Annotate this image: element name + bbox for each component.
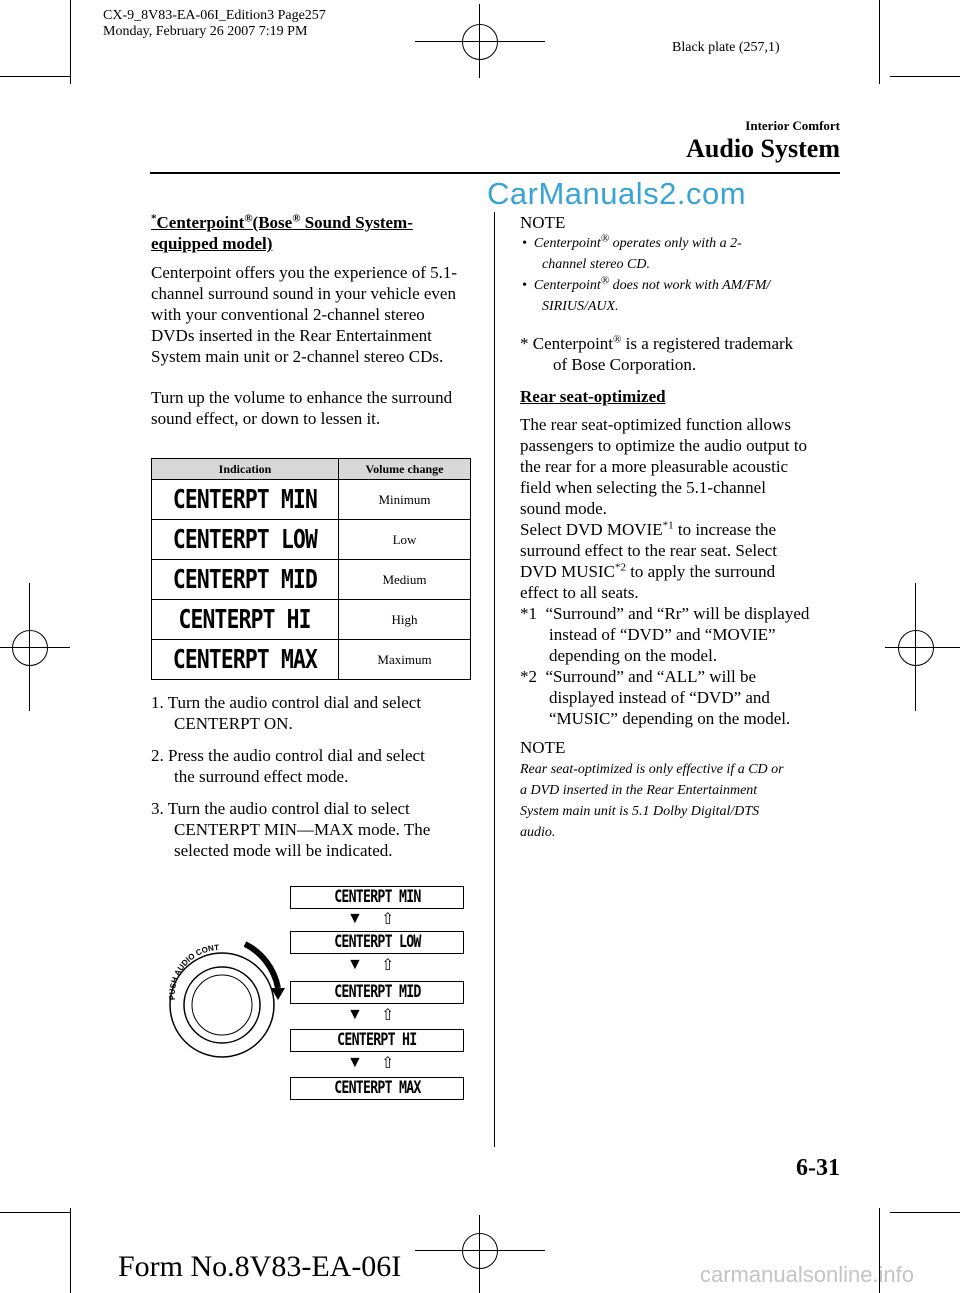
footnote-mark: *2 bbox=[520, 667, 537, 686]
registration-line bbox=[885, 647, 960, 648]
footer-watermark: carmanualsonline.info bbox=[700, 1262, 915, 1287]
note-text: Centerpoint bbox=[533, 278, 601, 293]
step-2 bbox=[151, 745, 481, 787]
trademark-note bbox=[520, 333, 850, 375]
trademark-text: is a registered trademark bbox=[621, 334, 794, 353]
trademark-text: * Centerpoint bbox=[520, 334, 614, 353]
step-number: 2. bbox=[151, 746, 164, 765]
paragraph-line: effect to all seats. bbox=[520, 583, 639, 602]
lcd-display: CENTERPT HI bbox=[178, 604, 312, 635]
page-number: 6-31 bbox=[796, 1155, 840, 1181]
crop-mark bbox=[890, 76, 960, 77]
print-timestamp: Monday, February 26 2007 7:19 PM bbox=[103, 24, 308, 39]
note-text: operates only with a 2- bbox=[609, 236, 742, 251]
table-row bbox=[152, 560, 471, 600]
registered-mark: ® bbox=[600, 274, 610, 287]
volume-cell: Low bbox=[339, 520, 471, 560]
heading-text: (Bose bbox=[252, 213, 293, 232]
knob-label: PUSH AUDIO CONT bbox=[167, 943, 220, 1001]
step-text: CENTERPT ON. bbox=[174, 714, 293, 733]
note-text: audio. bbox=[520, 825, 556, 840]
note-text: Rear seat-optimized is only effective if a CD or bbox=[520, 762, 784, 777]
mode-text: CENTERPT LOW bbox=[333, 932, 421, 952]
heading-text: Centerpoint bbox=[156, 213, 245, 232]
paragraph-line: The rear seat-optimized function allows bbox=[520, 415, 791, 434]
footnote-text: instead of “DVD” and “MOVIE” bbox=[549, 625, 776, 644]
step-1 bbox=[151, 692, 481, 734]
crop-mark bbox=[879, 0, 880, 84]
paragraph-text: Select DVD MOVIE bbox=[520, 520, 663, 539]
mode-display bbox=[290, 1029, 464, 1052]
arrow-down-icon: ▼ bbox=[347, 1054, 363, 1071]
paragraph-line: sound mode. bbox=[520, 499, 607, 518]
registration-line bbox=[415, 1250, 545, 1251]
note-body bbox=[520, 759, 850, 843]
mode-display bbox=[290, 886, 464, 909]
step-text: selected mode will be indicated. bbox=[174, 841, 393, 860]
crop-mark bbox=[0, 1212, 70, 1213]
heading-text: Sound System- bbox=[300, 213, 413, 232]
paragraph-line: the rear for a more pleasurable acoustic bbox=[520, 457, 789, 476]
arrow-down-icon: ▼ bbox=[347, 956, 363, 973]
note-text: channel stereo CD. bbox=[542, 257, 650, 272]
crop-mark bbox=[70, 1208, 71, 1293]
lcd-display: CENTERPT MID bbox=[172, 564, 318, 595]
crop-mark bbox=[70, 0, 71, 84]
registration-line bbox=[415, 41, 545, 42]
table-header-indication: Indication bbox=[152, 459, 339, 480]
footnote-mark: *1 bbox=[520, 604, 537, 623]
footnote-text: “MUSIC” depending on the model. bbox=[549, 709, 791, 728]
arrow-up-icon: ⇧ bbox=[381, 911, 395, 928]
volume-cell: Minimum bbox=[339, 480, 471, 520]
note-text: does not work with AM/FM/ bbox=[609, 278, 771, 293]
registration-mark-icon bbox=[898, 630, 934, 666]
paragraph-text: DVD MUSIC bbox=[520, 562, 615, 581]
footnote-text: “Surround” and “ALL” will be bbox=[545, 667, 757, 686]
paragraph-text: to increase the bbox=[673, 520, 777, 539]
registered-mark: ® bbox=[244, 212, 253, 225]
footnote-ref: *2 bbox=[614, 561, 626, 574]
page-title: Audio System bbox=[686, 134, 840, 163]
header-rule bbox=[150, 172, 840, 174]
step-number: 3. bbox=[151, 799, 164, 818]
crop-mark bbox=[0, 76, 70, 77]
table-row bbox=[152, 640, 471, 680]
registered-mark: ® bbox=[613, 333, 622, 346]
bullet-icon: • bbox=[522, 278, 527, 293]
arrow-up-icon: ⇧ bbox=[381, 1055, 395, 1072]
arrow-down-icon: ▼ bbox=[347, 1006, 363, 1023]
display-cell bbox=[152, 640, 339, 680]
display-cell bbox=[152, 600, 339, 640]
footnote-text: displayed instead of “DVD” and bbox=[549, 688, 770, 707]
centerpoint-paragraph: Centerpoint offers you the experience of 5.1-channel surround sound in your vehicle even with your conventional 2-channel stereo DVDs inserted in the Rear Entertainment System main unit or 2-channel stereo CDs. bbox=[151, 263, 458, 366]
note-item bbox=[522, 233, 842, 317]
paragraph-line: passengers to optimize the audio output to bbox=[520, 436, 808, 455]
footnote-text: depending on the model. bbox=[549, 646, 718, 665]
rear-seat-paragraph bbox=[520, 414, 850, 729]
registration-line bbox=[0, 647, 70, 648]
mode-text: CENTERPT MIN bbox=[333, 887, 421, 907]
mode-text: CENTERPT MID bbox=[333, 982, 421, 1002]
lcd-display: CENTERPT MAX bbox=[172, 644, 318, 675]
trademark-text: of Bose Corporation. bbox=[553, 355, 697, 374]
crop-mark bbox=[890, 1212, 960, 1213]
registration-mark-icon bbox=[462, 1233, 498, 1269]
table-row bbox=[152, 480, 471, 520]
footnote-ref: *1 bbox=[662, 519, 674, 532]
note-title: NOTE bbox=[520, 738, 566, 757]
step-text: Turn the audio control dial to select bbox=[167, 799, 410, 818]
table-row bbox=[152, 600, 471, 640]
arrow-up-icon: ⇧ bbox=[381, 957, 395, 974]
volume-cell: Maximum bbox=[339, 640, 471, 680]
black-plate-label: Black plate (257,1) bbox=[672, 40, 780, 55]
column-divider bbox=[494, 212, 495, 1147]
paragraph-text: to apply the surround bbox=[625, 562, 776, 581]
asterisk: * bbox=[151, 212, 157, 225]
registration-mark-icon bbox=[12, 630, 48, 666]
registration-mark-icon bbox=[462, 24, 498, 60]
arrow-down-icon: ▼ bbox=[347, 910, 363, 927]
section-category: Interior Comfort bbox=[745, 118, 840, 133]
step-text: CENTERPT MIN―MAX mode. The bbox=[174, 820, 431, 839]
step-text: Turn the audio control dial and select bbox=[167, 693, 422, 712]
note-text: System main unit is 5.1 Dolby Digital/DTS bbox=[520, 804, 760, 819]
bullet-icon: • bbox=[522, 236, 527, 251]
note-text: SIRIUS/AUX. bbox=[542, 299, 619, 314]
display-cell bbox=[152, 480, 339, 520]
paragraph-line: field when selecting the 5.1-channel bbox=[520, 478, 766, 497]
table-header-volume: Volume change bbox=[339, 459, 471, 480]
display-cell bbox=[152, 520, 339, 560]
indication-table bbox=[151, 458, 471, 680]
display-cell bbox=[152, 560, 339, 600]
heading-text: equipped model) bbox=[151, 234, 273, 253]
mode-display bbox=[290, 931, 464, 954]
rear-seat-heading: Rear seat-optimized bbox=[520, 387, 666, 406]
step-number: 1. bbox=[151, 693, 164, 712]
footnote-text: “Surround” and “Rr” will be displayed bbox=[545, 604, 810, 623]
form-number: Form No.8V83-EA-06I bbox=[118, 1250, 402, 1283]
centerpoint-heading bbox=[151, 212, 481, 254]
note-text: a DVD inserted in the Rear Entertainment bbox=[520, 783, 758, 798]
volume-cell: High bbox=[339, 600, 471, 640]
step-text: Press the audio control dial and select bbox=[168, 746, 425, 765]
lcd-display: CENTERPT LOW bbox=[172, 524, 318, 555]
svg-text:PUSH AUDIO CONT bbox=[168, 943, 220, 1000]
watermark-logo: CarManuals2.com bbox=[487, 176, 747, 211]
step-3 bbox=[151, 798, 481, 861]
mode-display bbox=[290, 1077, 464, 1100]
lcd-display: CENTERPT MIN bbox=[172, 484, 318, 515]
note-title: NOTE bbox=[520, 213, 566, 232]
centerpoint-paragraph-2: Turn up the volume to enhance the surround sound effect, or down to lessen it. bbox=[151, 388, 453, 428]
table-row bbox=[152, 520, 471, 560]
print-file-id: CX-9_8V83-EA-06I_Edition3 Page257 bbox=[103, 8, 326, 23]
registered-mark: ® bbox=[292, 212, 301, 225]
arrow-up-icon: ⇧ bbox=[381, 1007, 395, 1024]
volume-cell: Medium bbox=[339, 560, 471, 600]
paragraph-line: surround effect to the rear seat. Select bbox=[520, 541, 777, 560]
step-text: the surround effect mode. bbox=[174, 767, 349, 786]
mode-display bbox=[290, 981, 464, 1004]
note-text: Centerpoint bbox=[533, 236, 601, 251]
mode-text: CENTERPT HI bbox=[337, 1030, 417, 1050]
registered-mark: ® bbox=[600, 232, 610, 245]
mode-text: CENTERPT MAX bbox=[333, 1078, 421, 1098]
audio-control-dial-icon bbox=[150, 930, 285, 1065]
registration-line bbox=[479, 1215, 480, 1293]
